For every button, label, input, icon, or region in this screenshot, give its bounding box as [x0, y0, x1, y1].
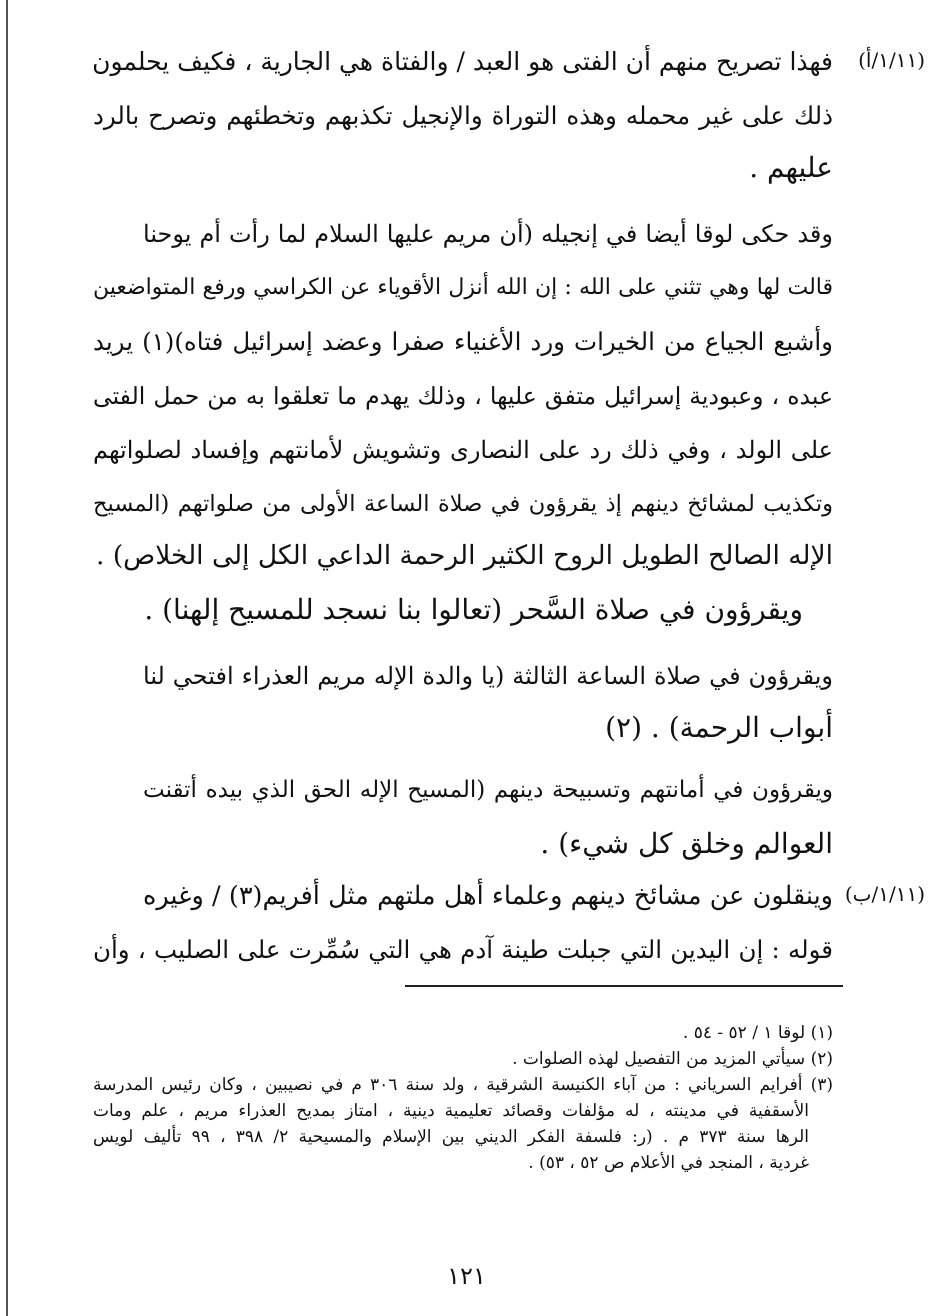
- body-line: الإله الصالح الطويل الروح الكثير الرحمة الداعي الكل إلى الخلاص) .: [95, 540, 833, 571]
- page-number: ١٢١: [447, 1262, 486, 1290]
- body-line: على الولد ، وفي ذلك رد على النصارى وتشويش لأمانتهم وإفساد لصلواتهم: [93, 436, 833, 464]
- footnote-separator: [405, 985, 843, 987]
- footnote: (١) لوقا ١ / ٥٢ - ٥٤ .: [682, 1023, 833, 1043]
- body-line: قالت لها وهي تثني على الله : إن الله أنزل الأقوياء عن الكراسي ورفع المتواضعين: [93, 275, 833, 300]
- body-line: عبده ، وعبودية إسرائيل متفق عليها ، وذلك يهدم ما تعلقوا به من حمل الفتى: [93, 382, 833, 410]
- page-edge-rule: [6, 0, 8, 1316]
- body-line: وقد حكى لوقا أيضا في إنجيله (أن مريم عليها السلام لما رأت أم يوحنا: [143, 220, 833, 248]
- body-line: العوالم وخلق كل شيء) .: [540, 827, 833, 860]
- footnote: الأسقفية في مدينته ، له مؤلفات وقصائد تعليمية دينية ، امتاز بمديح العذراء مريم ، علم ومات: [93, 1101, 809, 1121]
- footnote: (٢) سيأتي المزيد من التفصيل لهذه الصلوات .: [512, 1049, 833, 1069]
- body-line: أبواب الرحمة) . (٢): [605, 711, 833, 744]
- body-line: وينقلون عن مشائخ دينهم وعلماء أهل ملتهم مثل أفريم(٣) / وغيره: [143, 881, 833, 911]
- body-line: ذلك على غير محمله وهذه التوراة والإنجيل تكذبهم وتخطئهم وتصرح بالرد: [93, 101, 833, 130]
- body-line: فهذا تصريح منهم أن الفتى هو العبد / والفتاة هي الجارية ، فكيف يحلمون: [92, 47, 833, 76]
- body-line: ويقرؤون في صلاة الساعة الثالثة (يا والدة الإله مريم العذراء افتحي لنا: [143, 662, 833, 690]
- body-line: قوله : إن اليدين التي جبلت طينة آدم هي التي سُمِّرت على الصليب ، وأن: [93, 935, 833, 964]
- footnote: الرها سنة ٣٧٣ م . (ر: فلسفة الفكر الديني بين الإسلام والمسيحية ٢/ ٣٩٨ ، ٩٩ تأليف لويس: [93, 1127, 810, 1147]
- body-line: وأشبع الجياع من الخيرات ورد الأغنياء صفرا وعضد إسرائيل فتاه)(١) يريد: [93, 327, 833, 356]
- footnote: غردية ، المنجد في الأعلام ص ٥٢ ، ٥٣) .: [528, 1153, 809, 1173]
- body-line: ويقرؤون في أمانتهم وتسبيحة دينهم (المسيح الإله الحق الذي بيده أتقنت: [143, 777, 833, 803]
- body-line: عليهم .: [749, 151, 833, 184]
- margin-ref-1: (١/١١/أ): [858, 48, 925, 72]
- body-line: ويقرؤون في صلاة السَّحر (تعالوا بنا نسجد للمسيح إلهنا) .: [144, 593, 803, 626]
- body-line: وتكذيب لمشائخ دينهم إذ يقرؤون في صلاة الساعة الأولى من صلواتهم (المسيح: [93, 491, 833, 517]
- footnote: (٣) أفرايم السرياني : من آباء الكنيسة الشرقية ، ولد سنة ٣٠٦ م في نصيبين ، وكان رئيس المدرسة: [93, 1075, 833, 1095]
- margin-ref-2: (١/١١/ب): [844, 882, 925, 906]
